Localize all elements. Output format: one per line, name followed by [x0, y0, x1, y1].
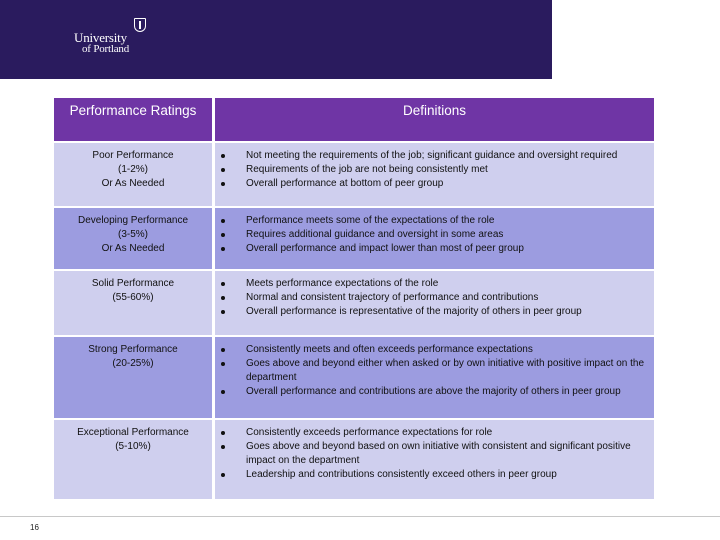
header-band [0, 0, 552, 79]
logo-line-2: of Portland [82, 43, 129, 55]
definition-cell [212, 271, 654, 335]
rating-name: Solid Performance [91, 278, 175, 289]
rating-note: Or As Needed [101, 178, 165, 189]
definition-item: Consistently meets and often exceeds performance expectations [219, 343, 648, 357]
definition-cell [212, 143, 654, 206]
table-row [54, 208, 654, 269]
table-row [54, 337, 654, 418]
rating-cell [54, 420, 212, 499]
definition-item: Requires additional guidance and oversight in some areas [219, 228, 648, 242]
table-row [54, 271, 654, 335]
definition-item: Consistently exceeds performance expectations for role [219, 426, 648, 440]
rating-cell [54, 208, 212, 269]
rating-percent: (1-2%) [117, 164, 148, 175]
definition-item: Performance meets some of the expectations of the role [219, 214, 648, 228]
rating-percent: (5-10%) [115, 441, 151, 452]
definition-item: Overall performance and impact lower than most of peer group [219, 242, 648, 256]
definition-item: Meets performance expectations of the role [219, 277, 648, 291]
definition-item: Overall performance and contributions are above the majority of others in peer group [219, 385, 648, 399]
rating-cell [54, 337, 212, 418]
rating-note: Or As Needed [101, 243, 165, 254]
logo-line-1: University [74, 30, 127, 45]
table-row [54, 143, 654, 206]
definition-cell [212, 420, 654, 499]
table-header-row [54, 98, 654, 141]
definition-item: Overall performance is representative of the majority of others in peer group [219, 305, 648, 319]
rating-cell [54, 271, 212, 335]
header-definitions: Definitions [212, 98, 654, 141]
rating-percent: (3-5%) [117, 229, 148, 240]
definition-item: Leadership and contributions consistently exceed others in peer group [219, 468, 648, 482]
rating-name: Exceptional Performance [77, 427, 189, 438]
definition-item: Normal and consistent trajectory of performance and contributions [219, 291, 648, 305]
definition-item: Goes above and beyond either when asked or by own initiative with positive impact on the department [219, 357, 648, 385]
page-number: 16 [30, 523, 39, 532]
header-performance-ratings: Performance Ratings [54, 98, 212, 141]
crest-icon [134, 18, 146, 32]
footer-divider [0, 516, 720, 517]
rating-percent: (55-60%) [112, 292, 154, 303]
definition-item: Requirements of the job are not being consistently met [219, 163, 648, 177]
rating-name: Poor Performance [92, 150, 174, 161]
definition-item: Not meeting the requirements of the job; significant guidance and oversight required [219, 149, 648, 163]
rating-name: Developing Performance [77, 215, 189, 226]
university-logo [74, 18, 154, 58]
rating-percent: (20-25%) [112, 358, 154, 369]
rating-name: Strong Performance [88, 344, 178, 355]
definition-item: Goes above and beyond based on own initiative with consistent and significant positive impact on the department [219, 440, 648, 468]
definition-cell [212, 337, 654, 418]
definition-item: Overall performance at bottom of peer group [219, 177, 648, 191]
definition-cell [212, 208, 654, 269]
performance-ratings-table [54, 96, 654, 501]
table-row [54, 420, 654, 499]
rating-cell [54, 143, 212, 206]
